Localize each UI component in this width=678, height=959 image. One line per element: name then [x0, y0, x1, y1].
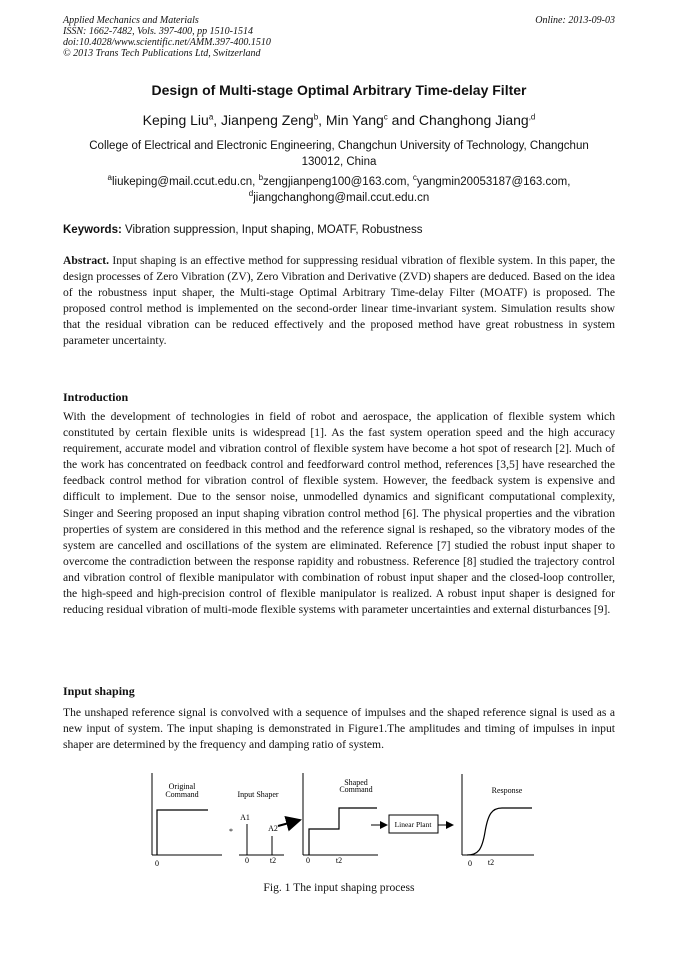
affiliation-line: College of Electrical and Electronic Engineering, Changchun University of Technology, Changchun: [89, 140, 589, 152]
author-sup: c: [383, 112, 388, 122]
author-separator: and: [387, 112, 419, 128]
affiliation-line: 130012, China: [301, 156, 377, 168]
input-shaper-panel: [237, 790, 284, 865]
shaper-label: Input Shaper: [237, 790, 279, 799]
axis-zero-label: 0: [468, 859, 472, 868]
arrow-shaper-to-shaped: [278, 820, 300, 826]
shaped-label: Command: [339, 785, 373, 794]
axis-t2-label: t2: [269, 856, 277, 865]
impulse-a2-label: A2: [268, 824, 278, 833]
axis-t2-label: t2: [335, 856, 343, 865]
issn-line: ISSN: 1662-7482, Vols. 397-400, pp 1510-1514: [63, 26, 253, 37]
section-heading-input-shaping: Input shaping: [63, 684, 135, 698]
copyright-line: © 2013 Trans Tech Publications Ltd, Switzerland: [63, 48, 261, 59]
keywords-text: Vibration suppression, Input shaping, MOATF, Robustness: [125, 224, 423, 236]
author-sup: a: [208, 112, 214, 122]
figure-caption: Fig. 1 The input shaping process: [263, 881, 415, 894]
author-name: Changhong Jiang: [418, 112, 529, 128]
response-curve: [467, 808, 532, 855]
step-signal: [157, 810, 208, 855]
convolution-star: *: [229, 827, 233, 836]
original-command-panel: [152, 773, 222, 868]
keywords: [63, 224, 615, 236]
email-sup: a: [107, 173, 112, 183]
axis-zero-label: 0: [306, 856, 310, 865]
author-separator: ,: [213, 112, 222, 128]
abstract-text: Input shaping is an effective method for suppressing residual vibration of flexible system. In this paper, the design processes of Zero Vibration (ZV), Zero Vibration and Derivative (ZVD) shapers are deduced. Based on the idea of the robustness input shaper, the Multi-stage Optimal Arbitrary Time-delay Filter (MOATF) is proposed. The proposed control method is implemented on the second-order linear time-invariant system. Simulation results show that the residual vibration can be reduced effectively and the proposed method have great robustness in system parameter uncertainty.: [63, 254, 615, 348]
email-block: [63, 174, 615, 206]
response-label: Response: [491, 786, 523, 795]
axis-t2-label: t2: [487, 858, 495, 867]
axis-zero-label: 0: [155, 859, 159, 868]
email-sup: b: [258, 173, 264, 183]
author-name: Keping Liu: [142, 112, 209, 128]
impulse-a1-label: A1: [240, 813, 250, 822]
author-name: Min Yang: [325, 112, 384, 128]
paper-title: Design of Multi-stage Optimal Arbitrary Time-delay Filter: [151, 82, 527, 98]
email-a: liukeping@mail.ccut.edu.cn,: [112, 176, 256, 188]
introduction-text: With the development of technologies in field of robot and aerospace, the application of flexible system which constituted by certain flexible units is widespread [1]. As the fast system operation speed and the high accuracy requirement, accurate model and vibration control of flexible system have become a hot spot of research [2]. Much of the work has concentrated on feedback control and feedforward control method, references [3,5] have researched the feedback control method for vibration control of flexible system. However, the feedback system is expensive and difficult to implement. Due to the sensor noise, unmodelled dynamics and significant computational complexity, Singer and Seering proposed an input shaping vibration control method [6]. The physical properties and the vibration properties of system are considered in this method and the reference signal is reshaped, so the vibratory modes of the system are cancelled and oscillations of the system are eliminated. Reference [7] studied the robust input shaper to overcome the contradiction between the response rapidity and robustness. Reference [8] studied the trajectory control and vibration control of flexible manipulator with combination of robust input shaper and the closed-loop controller, the high-speed and high-precision control of flexible manipulator is realized. A robust input shaper is designed for reducing residual vibration of multi-mode flexible systems with parameter uncertainties and external disturbances [9].: [63, 410, 615, 617]
email-sup: c: [412, 173, 417, 183]
author-separator: ,: [318, 112, 326, 128]
online-date: Online: 2013-09-03: [535, 15, 615, 26]
shaped-label: Shaped: [344, 778, 368, 787]
section-heading-introduction: Introduction: [63, 390, 129, 404]
email-b: zengjianpeng100@163.com,: [263, 176, 410, 188]
author-sup: b: [313, 112, 319, 122]
email-d: jiangchanghong@mail.ccut.edu.cn: [253, 192, 430, 204]
author-name: Jianpeng Zeng: [221, 112, 314, 128]
plant-label: Linear Plant: [394, 820, 432, 829]
staircase-signal: [309, 808, 377, 855]
shaped-command-panel: [303, 773, 378, 865]
email-c: yangmin20053187@163.com,: [416, 176, 571, 188]
input-shaping-text: The unshaped reference signal is convolved with a sequence of impulses and the shaped reference signal is used as a new input of system. The input shaping is demonstrated in Figure1.The amplitudes and timing of impulses in input shaper are determined by the frequency and damping ratio of system.: [63, 706, 615, 752]
author-sup: ,d: [528, 112, 536, 122]
email-sup: d: [248, 189, 254, 199]
original-label: Original: [168, 782, 196, 791]
abstract: [63, 253, 615, 350]
original-label: Command: [165, 790, 199, 799]
doi-line: doi:10.4028/www.scientific.net/AMM.397-400.1510: [63, 37, 271, 48]
input-shaping-diagram: [148, 770, 540, 878]
axis-zero-label: 0: [245, 856, 249, 865]
affiliation: [63, 138, 615, 170]
response-panel: [462, 774, 534, 868]
author-list: [0, 112, 678, 128]
abstract-label: Abstract.: [63, 254, 110, 267]
keywords-label: Keywords:: [63, 224, 122, 236]
journal-header: [63, 15, 615, 59]
journal-name: Applied Mechanics and Materials: [63, 15, 199, 26]
